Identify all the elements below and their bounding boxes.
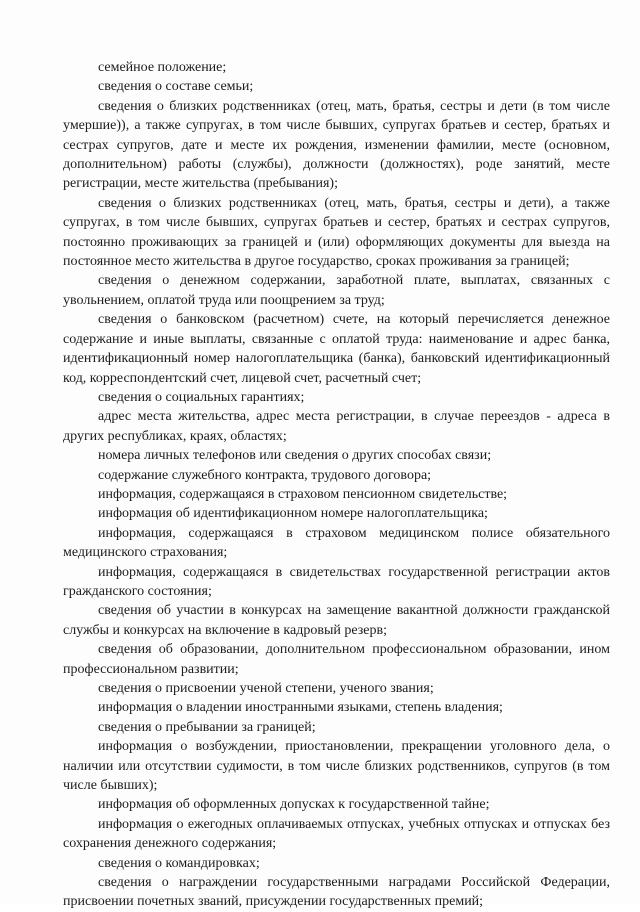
document-paragraph: адрес места жительства, адрес места регистрации, в случае переездов - адреса в других республиках, краях, областях; [63,409,610,444]
document-paragraph: семейное положение; [98,60,227,75]
document-paragraph: сведения о присвоении ученой степени, ученого звания; [98,681,434,696]
document-paragraph: информация об идентификационном номере налогоплательщика; [98,506,488,522]
document-paragraph: сведения о командировках; [98,855,260,871]
document-paragraph: информация, содержащаяся в страховом пенсионном свидетельстве; [98,486,508,502]
document-paragraph: содержание служебного контракта, трудового договора; [98,467,432,483]
document-body [63,58,610,912]
document-paragraph: сведения о банковском (расчетном) счете, на который перечисляется денежное содержание и иные выплаты, связанные с оплатой труда: наименование и адрес банка, идентификационный номер налогоплательщика (банка), банковский идентификационный код, корреспондентский счет, лицевой счет, расчетный счет; [63,312,610,386]
document-paragraph: сведения о денежном содержании, заработной плате, выплатах, связанных с увольнением, оплатой труда или поощрением за труд; [63,273,610,308]
document-paragraph: сведения о награждении государственными наградами Российской Федерации, присвоении почетных званий, присуждении государственных премий; [63,875,610,910]
document-paragraph: сведения о социальных гарантиях; [98,389,305,405]
document-paragraph: сведения о пребывании за границей; [98,719,316,735]
document-paragraph: информация, содержащаяся в страховом медицинском полисе обязательного медицинского страхования; [63,525,610,561]
document-paragraph: сведения о близких родственниках (отец, мать, братья, сестры и дети), а также супругах, в том числе бывших, супругах братьев и сестер, братьях и сестрах супругов, постоянно проживающих за границей и (или) оформляющих документы для выезда на постоянное место жительства в другое государство, сроках проживания за границей; [63,195,610,270]
document-paragraph: информация о ежегодных оплачиваемых отпусках, учебных отпусках и отпусках без сохранения денежного содержания; [63,816,610,852]
document-paragraph: сведения о близких родственниках (отец, мать, братья, сестры и дети (в том числе умершие)), а также супругах, в том числе бывших, супругах братьев и сестер, братьях и сестрах супругов, дате и месте их рождения, изменении фамилии, месте (основном, дополнительном) работы (службы), должности (должностях), роде занятий, месте регистрации, месте жительства (пребывания); [63,98,610,192]
document-paragraph: информация о возбуждении, приостановлении, прекращении уголовного дела, о наличии или отсутствии судимости, в том числе близких родственников, супругов (в том числе бывших); [63,739,610,794]
document-paragraph: информация, содержащаяся в свидетельствах государственной регистрации актов гражданского состояния; [63,564,610,599]
document-paragraph: информация о владении иностранными языками, степень владения; [98,700,503,716]
document-paragraph: сведения об участии в конкурсах на замещение вакантной должности гражданской службы и конкурсах на включение в кадровый резерв; [63,603,610,638]
document-paragraph: номера личных телефонов или сведения о других способах связи; [98,448,492,464]
document-paragraph: сведения о составе семьи; [98,79,254,95]
document-paragraph: информация об оформленных допусках к государственной тайне; [98,797,490,813]
document-paragraph: сведения об образовании, дополнительном профессиональном образовании, ином профессиональном развитии; [63,642,610,677]
